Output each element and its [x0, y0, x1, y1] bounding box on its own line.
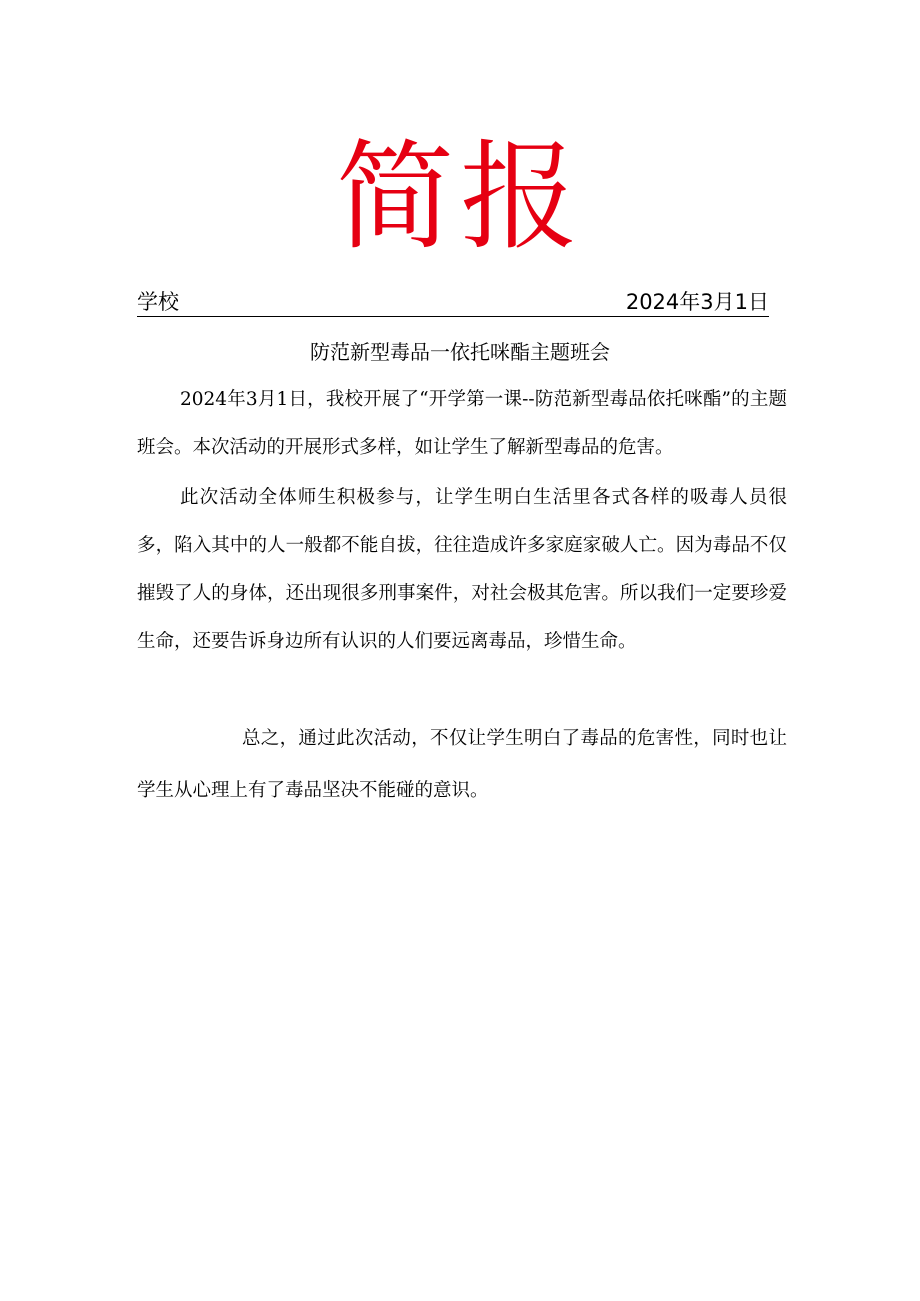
- meta-line: [137, 288, 769, 317]
- masthead-title: 简报: [335, 128, 584, 266]
- article-title: 防范新型毒品一依托咪酯主题班会: [310, 340, 610, 364]
- paragraph-intro: 2024年3月1日，我校开展了“开学第一课--防范新型毒品依托咪酯”的主题班会。本次活动的开展形式多样，如让学生了解新型毒品的危害。: [137, 389, 787, 458]
- report-date: 2024年3月1日: [625, 290, 769, 314]
- school-label: 学校: [137, 290, 179, 314]
- paragraph-summary: 总之，通过此次活动，不仅让学生明白了毒品的危害性，同时也让学生从心理上有了毒品坚决不能碰的意识。: [137, 728, 787, 801]
- paragraph-body: 此次活动全体师生积极参与，让学生明白生活里各式各样的吸毒人员很多，陷入其中的人一般都不能自拔，往往造成许多家庭家破人亡。因为毒品不仅摧毁了人的身体，还出现很多刑事案件，对社会极其危害。所以我们一定要珍爱生命，还要告诉身边所有认识的人们要远离毒品，珍惜生命。: [137, 487, 787, 652]
